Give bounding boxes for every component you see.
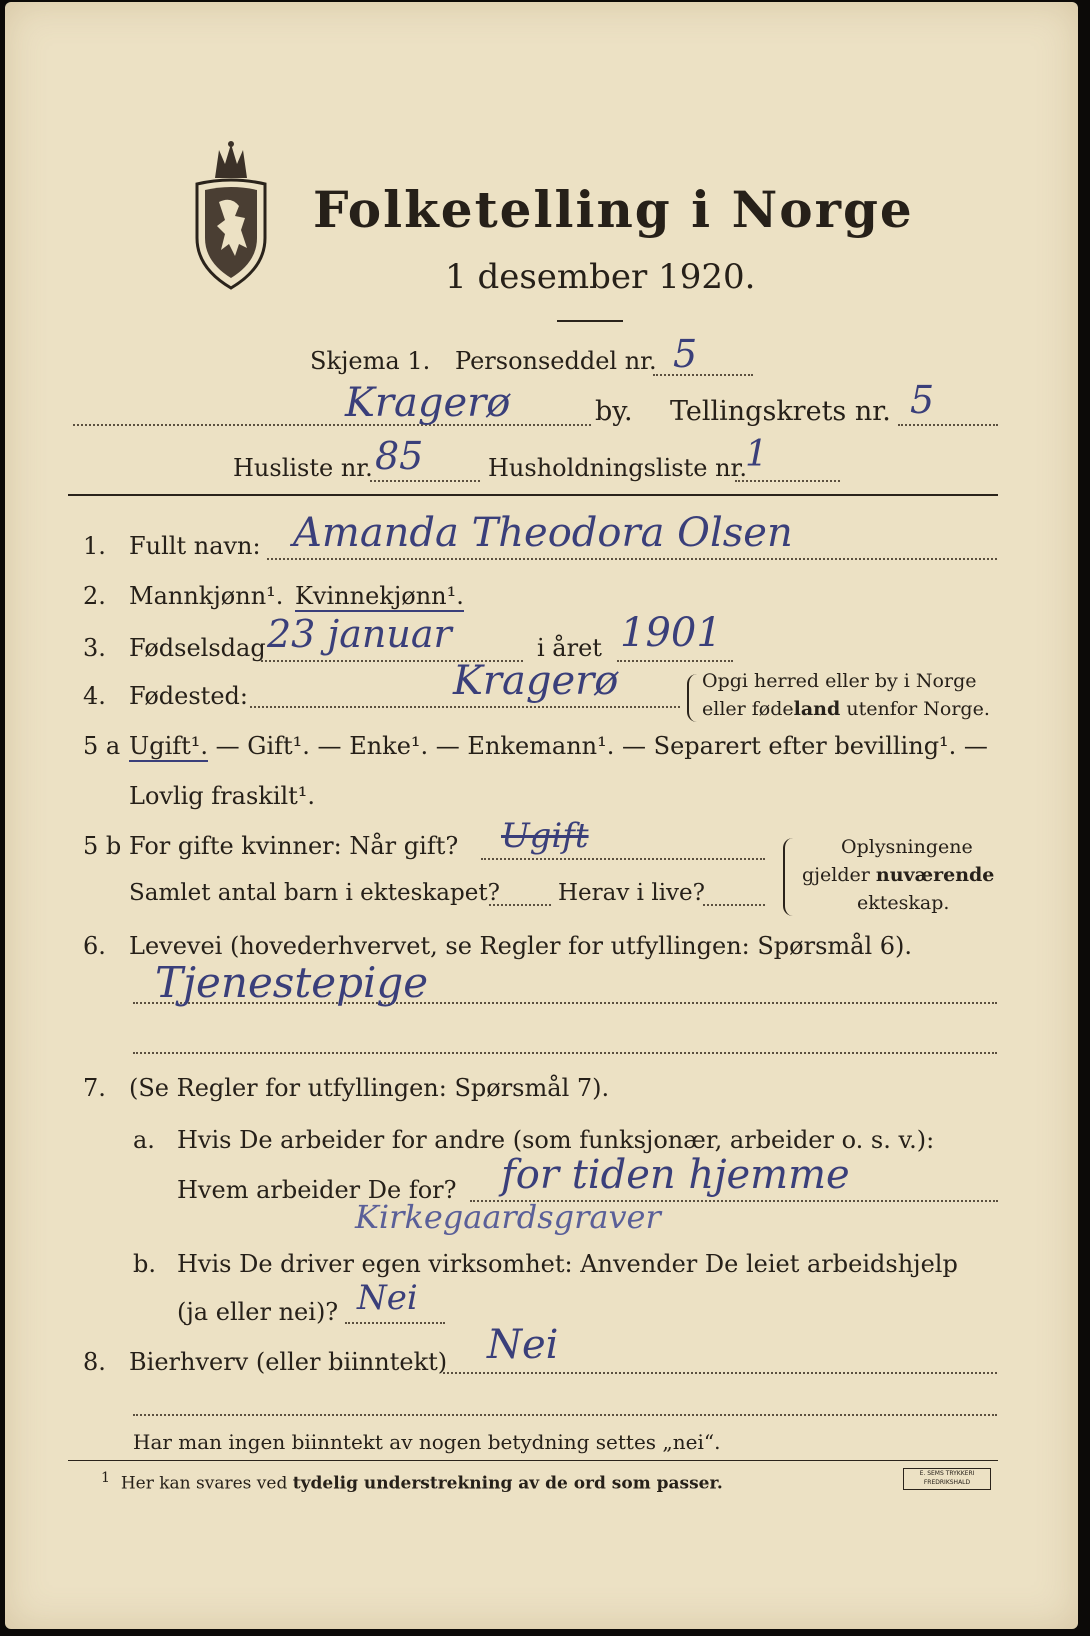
birthday-value: 23 januar — [267, 612, 452, 656]
q7a-text: Hvis De arbeider for andre (som funksjonær, arbeider o. s. v.): — [177, 1126, 935, 1154]
side-income-label: Bierhverv (eller biinntekt) — [129, 1348, 448, 1376]
skjema-label: Skjema 1. — [310, 347, 431, 375]
marriage-note-line1: Oplysningene — [841, 836, 973, 858]
q8-number: 8. — [83, 1348, 106, 1376]
occupation-value: Tjenestepige — [155, 958, 429, 1007]
q7-number: 7. — [83, 1074, 106, 1102]
lovlig-fraskilt-option: Lovlig fraskilt¹. — [129, 782, 316, 810]
footer-rule — [68, 1460, 998, 1461]
husliste-value: 85 — [375, 434, 424, 478]
q7b-letter: b. — [133, 1250, 156, 1278]
hired-help-value: Nei — [357, 1278, 418, 1318]
header-rule — [68, 494, 998, 496]
birthplace-note-line1: Opgi herred eller by i Norge — [702, 670, 977, 692]
q5b-number: 5 b — [83, 832, 122, 860]
printer-stamp: E. SEMS TRYKKERI FREDRIKSHALD — [903, 1468, 991, 1490]
q2-number: 2. — [83, 582, 106, 610]
birthday-label: Fødselsdag — [129, 634, 266, 662]
ugift-option: Ugift¹. — [129, 732, 209, 760]
mannkjonn-option: Mannkjønn¹. — [129, 582, 284, 610]
side-income-note: Har man ingen biinntekt av nogen betydning settes „nei“. — [133, 1430, 721, 1454]
children-label: Samlet antal barn i ekteskapet? — [129, 880, 500, 906]
birth-year-label: i året — [537, 634, 602, 662]
employer-label: Hvem arbeider De for? — [177, 1176, 457, 1204]
q7a-letter: a. — [133, 1126, 155, 1154]
q1-number: 1. — [83, 532, 106, 560]
birth-year-value: 1901 — [620, 610, 722, 656]
q3-number: 3. — [83, 634, 106, 662]
form-title: Folketelling i Norge — [313, 180, 914, 239]
kvinnekjonn-option: Kvinnekjønn¹. — [295, 582, 464, 610]
husholdningsliste-label: Husholdningsliste nr. — [488, 454, 747, 482]
full-name-value: Amanda Theodora Olsen — [293, 510, 793, 556]
census-date: 1 desember 1920. — [445, 257, 756, 297]
birthplace-value: Kragerø — [453, 658, 619, 704]
birthplace-label: Fødested: — [129, 682, 248, 710]
q7-label: (Se Regler for utfyllingen: Spørsmål 7). — [129, 1074, 610, 1102]
occupation-label: Levevei (hovederhvervet, se Regler for utfyllingen: Spørsmål 6). — [129, 932, 913, 960]
children-alive-label: Herav i live? — [558, 880, 705, 906]
q4-number: 4. — [83, 682, 106, 710]
personseddel-label: Personseddel nr. — [455, 347, 657, 375]
side-income-value: Nei — [487, 1322, 559, 1368]
norway-coat-of-arms-icon — [185, 140, 277, 292]
q5a-number: 5 a — [83, 732, 121, 760]
city-label: by. — [595, 396, 633, 427]
q6-number: 6. — [83, 932, 106, 960]
title-divider — [557, 320, 623, 322]
footnote: $^1$ Her kan svares ved tydelig understrekning av de ord som passer. — [101, 1470, 723, 1494]
husholdningsliste-value: 1 — [745, 434, 768, 475]
tellingskrets-label: Tellingskrets nr. — [670, 396, 891, 427]
married-when-label: For gifte kvinner: Når gift? — [129, 832, 459, 860]
marriage-note-line3: ekteskap. — [857, 892, 950, 914]
employer-value: for tiden hjemme — [501, 1152, 850, 1198]
marriage-note-line2: gjelder nuværende — [802, 864, 995, 886]
marital-status-options — [129, 732, 988, 760]
husliste-label: Husliste nr. — [233, 454, 373, 482]
other-marital-options: — Gift¹. — Enke¹. — Enkemann¹. — Separert efter bevilling¹. — — [208, 732, 988, 760]
tellingskrets-value: 5 — [910, 378, 935, 422]
hired-help-label: (ja eller nei)? — [177, 1298, 339, 1326]
employer-value-note: Kirkegaardsgraver — [355, 1198, 661, 1236]
full-name-label: Fullt navn: — [129, 532, 261, 560]
city-value: Kragerø — [345, 380, 511, 426]
census-form-page — [5, 2, 1078, 1629]
married-when-value: Ugift — [501, 816, 589, 856]
personseddel-value: 5 — [673, 332, 698, 376]
q7b-text: Hvis De driver egen virksomhet: Anvender De leiet arbeidshjelp — [177, 1250, 958, 1278]
birthplace-note-line2: eller fødeland utenfor Norge. — [702, 698, 990, 720]
